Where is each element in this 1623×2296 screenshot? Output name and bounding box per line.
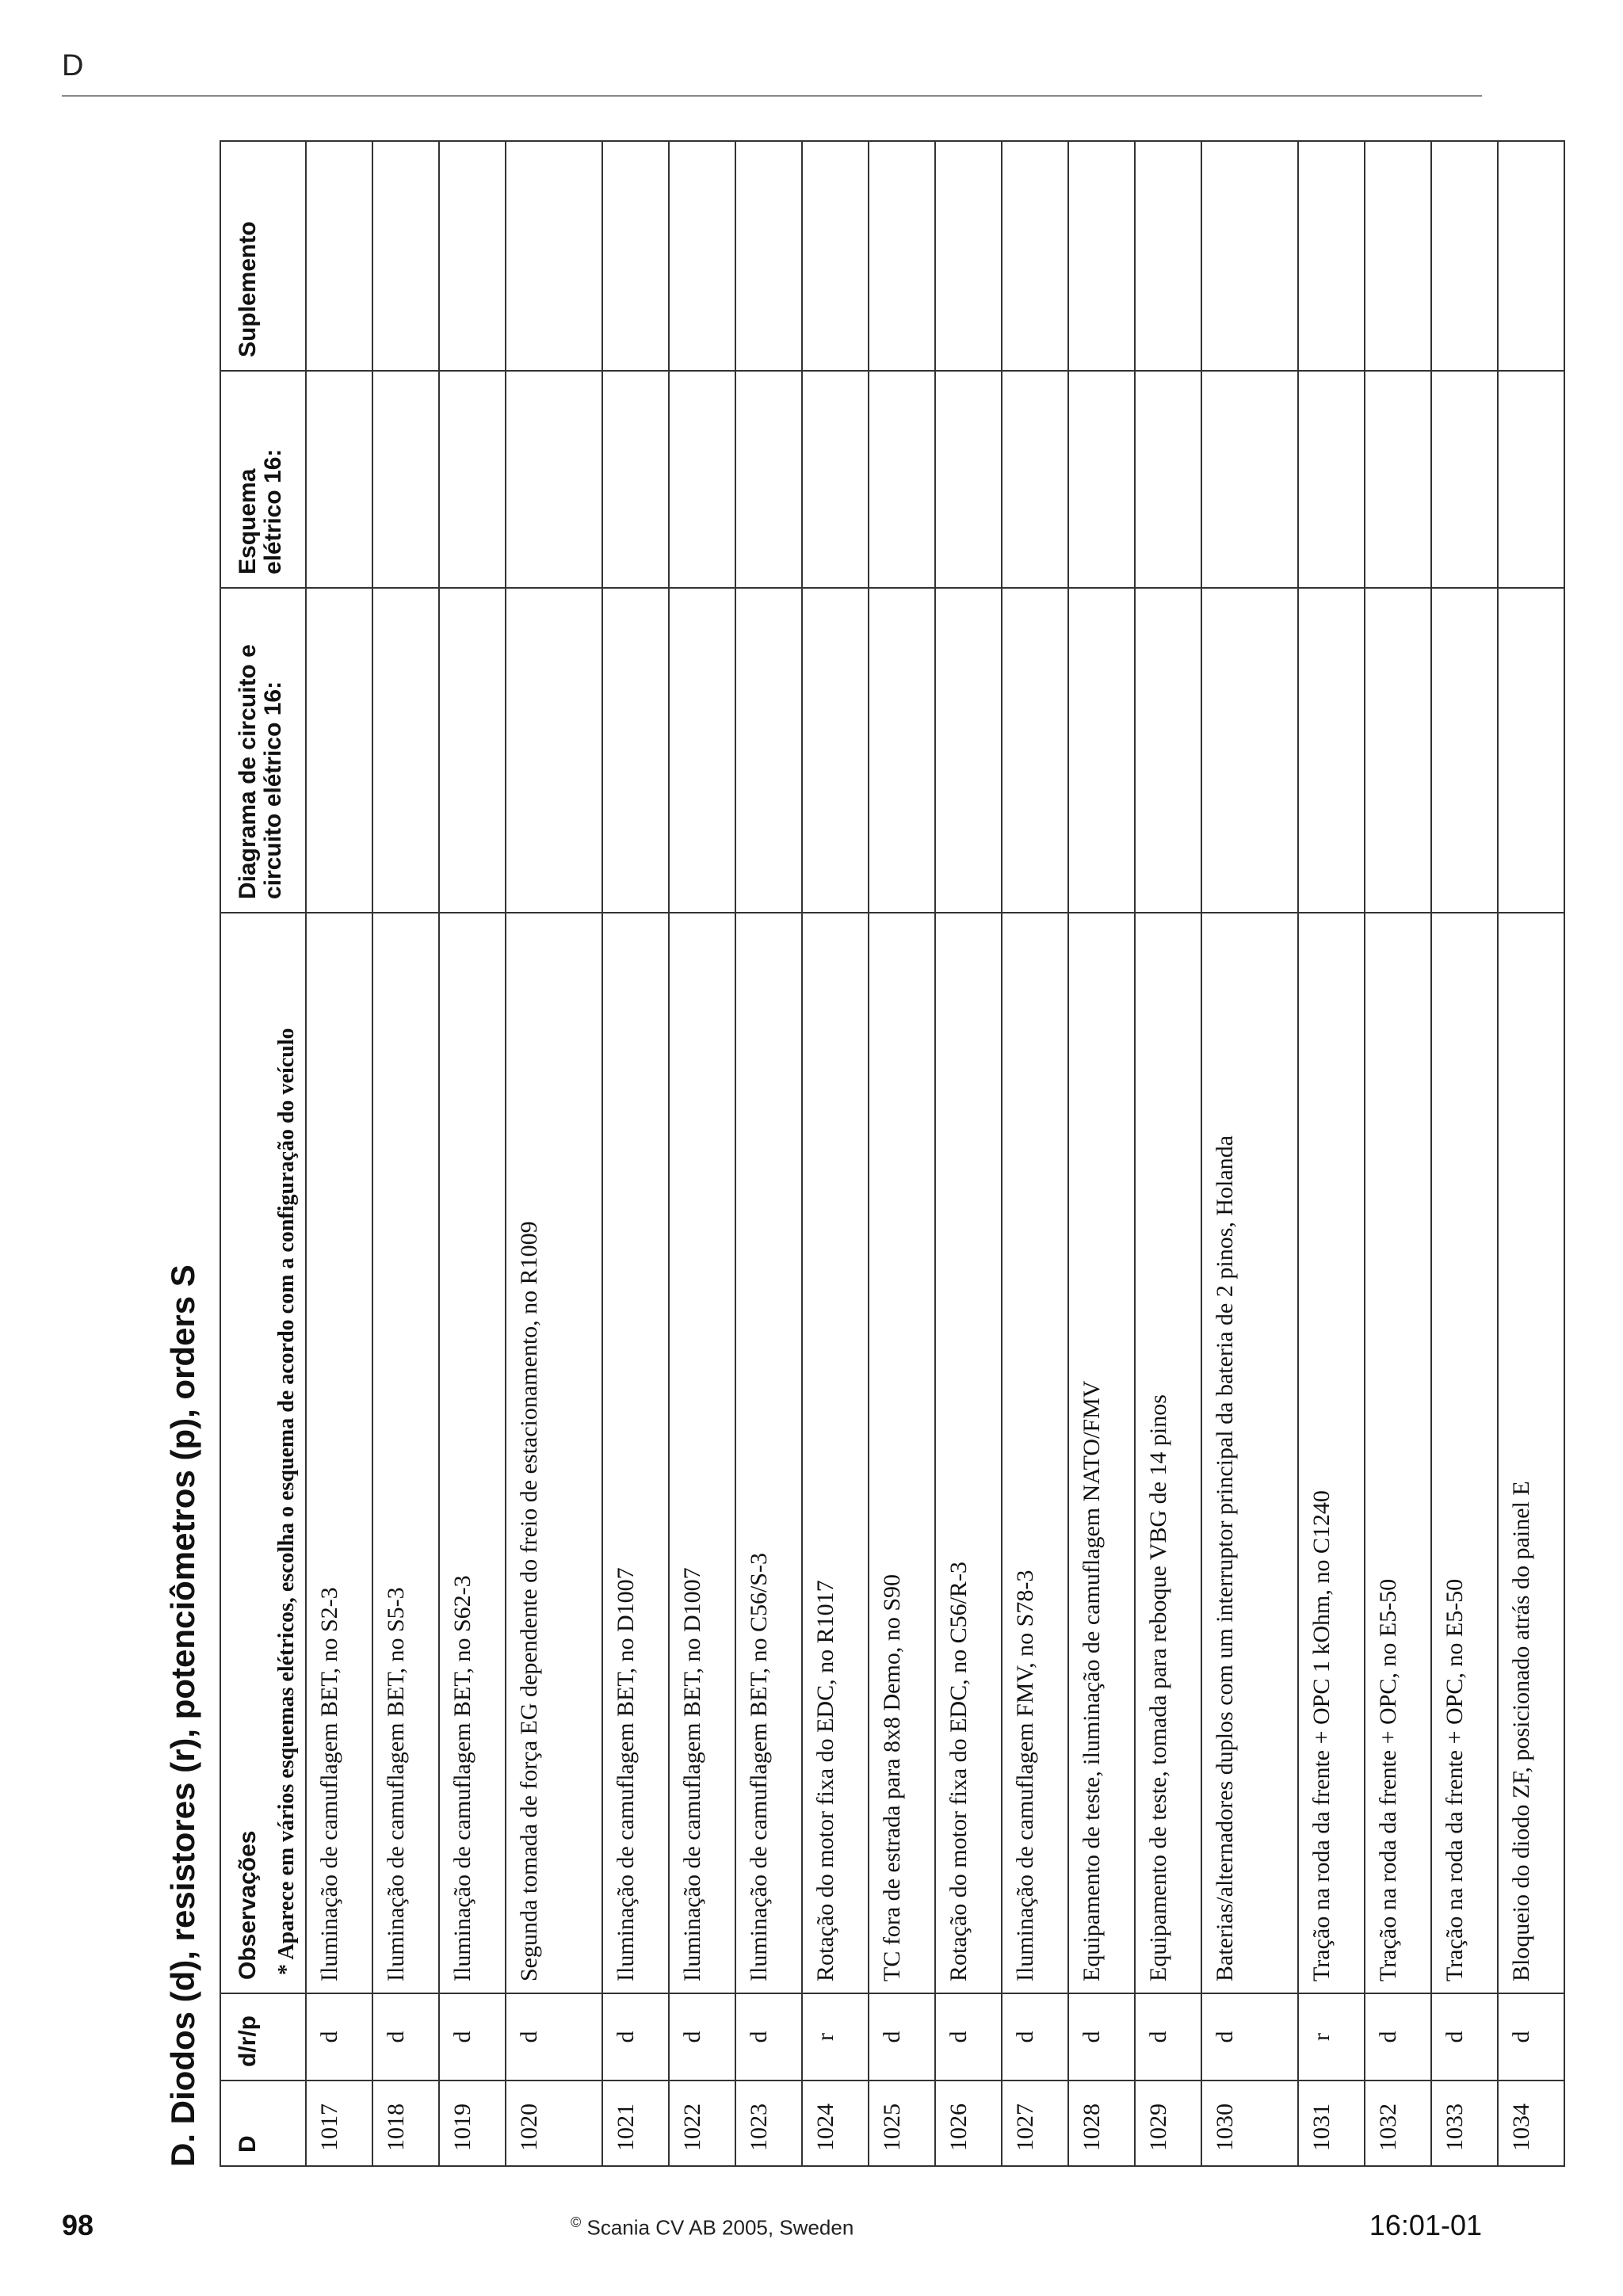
row-circuit-diagram: [869, 588, 935, 913]
row-circuit-diagram: [439, 588, 506, 913]
row-observation: Iluminação de camuflagem BET, no D1007: [669, 913, 735, 1993]
row-electrical-scheme: [1068, 371, 1135, 588]
row-type: d: [372, 1993, 439, 2081]
row-circuit-diagram: [735, 588, 802, 913]
header-divider: [62, 95, 1482, 97]
row-number: 1025: [869, 2081, 935, 2166]
row-circuit-diagram: [1201, 588, 1298, 913]
row-circuit-diagram: [602, 588, 669, 913]
row-observation: Iluminação de camuflagem BET, no S2-3: [306, 913, 372, 1993]
row-circuit-diagram: [1068, 588, 1135, 913]
col-header-circuit-diagram: Diagrama de circuito e circuito elétrico 16:: [220, 588, 306, 913]
row-supplement: [1068, 141, 1135, 371]
row-supplement: [735, 141, 802, 371]
components-table: [220, 140, 1565, 2167]
row-number: 1029: [1135, 2081, 1201, 2166]
row-observation: Segunda tomada de força EG dependente do freio de estacionamento, no R1009: [506, 913, 602, 1993]
row-number: 1023: [735, 2081, 802, 2166]
row-supplement: [1135, 141, 1201, 371]
row-electrical-scheme: [1431, 371, 1498, 588]
row-number: 1026: [935, 2081, 1002, 2166]
table-row: [669, 141, 735, 2166]
row-circuit-diagram: [306, 588, 372, 913]
row-number: 1027: [1002, 2081, 1068, 2166]
row-type: d: [439, 1993, 506, 2081]
row-electrical-scheme: [1135, 371, 1201, 588]
row-type: d: [1201, 1993, 1298, 2081]
row-type: d: [1498, 1993, 1564, 2081]
table-row: [1298, 141, 1365, 2166]
row-observation: Rotação do motor fixa do EDC, no C56/R-3: [935, 913, 1002, 1993]
row-type: d: [1068, 1993, 1135, 2081]
col-header-supplement: Suplemento: [220, 141, 306, 371]
table-row: [802, 141, 869, 2166]
row-circuit-diagram: [669, 588, 735, 913]
row-supplement: [439, 141, 506, 371]
row-number: 1031: [1298, 2081, 1365, 2166]
row-type: d: [506, 1993, 602, 2081]
table-row: [1201, 141, 1298, 2166]
row-observation: Rotação do motor fixa do EDC, no R1017: [802, 913, 869, 1993]
row-supplement: [602, 141, 669, 371]
row-observation: TC fora de estrada para 8x8 Demo, no S90: [869, 913, 935, 1993]
copyright-text: Scania CV AB 2005, Sweden: [586, 2215, 854, 2240]
row-supplement: [935, 141, 1002, 371]
row-observation: Bloqueio do diodo ZF, posicionado atrás do painel E: [1498, 913, 1564, 1993]
row-type: d: [869, 1993, 935, 2081]
row-electrical-scheme: [1201, 371, 1298, 588]
row-observation: Iluminação de camuflagem BET, no S62-3: [439, 913, 506, 1993]
row-circuit-diagram: [935, 588, 1002, 913]
copyright-notice: [571, 2214, 854, 2241]
table-row: [306, 141, 372, 2166]
row-type: d: [1002, 1993, 1068, 2081]
row-electrical-scheme: [372, 371, 439, 588]
table-row: [869, 141, 935, 2166]
row-electrical-scheme: [935, 371, 1002, 588]
row-electrical-scheme: [802, 371, 869, 588]
col-header-electrical-scheme: Esquema elétrico 16:: [220, 371, 306, 588]
table-row: [372, 141, 439, 2166]
row-supplement: [1498, 141, 1564, 371]
row-observation: Iluminação de camuflagem BET, no S5-3: [372, 913, 439, 1993]
table-row: [602, 141, 669, 2166]
row-type: d: [1365, 1993, 1431, 2081]
row-electrical-scheme: [1298, 371, 1365, 588]
row-circuit-diagram: [1298, 588, 1365, 913]
row-supplement: [1298, 141, 1365, 371]
row-type: d: [602, 1993, 669, 2081]
row-number: 1030: [1201, 2081, 1298, 2166]
row-circuit-diagram: [1431, 588, 1498, 913]
col-header-d: D: [220, 2081, 306, 2166]
row-electrical-scheme: [1365, 371, 1431, 588]
table-row: [1498, 141, 1564, 2166]
row-electrical-scheme: [1498, 371, 1564, 588]
table-row: [1365, 141, 1431, 2166]
row-type: d: [1431, 1993, 1498, 2081]
row-circuit-diagram: [1135, 588, 1201, 913]
row-type: r: [802, 1993, 869, 2081]
rotated-page-content: [155, 210, 1535, 2175]
row-type: r: [1298, 1993, 1365, 2081]
row-number: 1028: [1068, 2081, 1135, 2166]
table-row: [1135, 141, 1201, 2166]
row-electrical-scheme: [735, 371, 802, 588]
row-circuit-diagram: [1002, 588, 1068, 913]
table-header-row: [220, 141, 306, 2166]
row-supplement: [306, 141, 372, 371]
copyright-symbol: ©: [571, 2214, 582, 2230]
row-supplement: [372, 141, 439, 371]
row-number: 1018: [372, 2081, 439, 2166]
row-electrical-scheme: [1002, 371, 1068, 588]
row-supplement: [506, 141, 602, 371]
row-type: d: [669, 1993, 735, 2081]
row-observation: Equipamento de teste, iluminação de camuflagem NATO/FMV: [1068, 913, 1135, 1993]
row-electrical-scheme: [669, 371, 735, 588]
table-row: [506, 141, 602, 2166]
row-supplement: [1431, 141, 1498, 371]
col-header-observations: [220, 913, 306, 1993]
row-circuit-diagram: [372, 588, 439, 913]
row-circuit-diagram: [1498, 588, 1564, 913]
row-electrical-scheme: [506, 371, 602, 588]
page-title: D. Diodos (d), resistores (r), potenciômetros (p), orders S: [164, 1264, 201, 2167]
row-observation: Iluminação de camuflagem BET, no D1007: [602, 913, 669, 1993]
row-number: 1020: [506, 2081, 602, 2166]
table-row: [1431, 141, 1498, 2166]
observations-header-label: Observações: [235, 1830, 261, 1980]
page-number: 98: [62, 2209, 94, 2241]
row-supplement: [802, 141, 869, 371]
row-observation: Equipamento de teste, tomada para reboque VBG de 14 pinos: [1135, 913, 1201, 1993]
row-number: 1024: [802, 2081, 869, 2166]
row-supplement: [869, 141, 935, 371]
row-electrical-scheme: [306, 371, 372, 588]
row-observation: Tração na roda da frente + OPC, no E5-50: [1365, 913, 1431, 1993]
row-type: d: [935, 1993, 1002, 2081]
row-number: 1033: [1431, 2081, 1498, 2166]
row-type: d: [735, 1993, 802, 2081]
table-row: [735, 141, 802, 2166]
row-number: 1017: [306, 2081, 372, 2166]
row-type: d: [1135, 1993, 1201, 2081]
observations-header-note: * Aparece em vários esquemas elétricos, escolha o esquema de acordo com a configuração do veículo: [273, 1028, 299, 1975]
table-row: [1068, 141, 1135, 2166]
row-electrical-scheme: [602, 371, 669, 588]
row-observation: Tração na roda da frente + OPC 1 kOhm, no C1240: [1298, 913, 1365, 1993]
row-supplement: [1365, 141, 1431, 371]
row-circuit-diagram: [802, 588, 869, 913]
row-number: 1032: [1365, 2081, 1431, 2166]
row-observation: Iluminação de camuflagem FMV, no S78-3: [1002, 913, 1068, 1993]
row-number: 1022: [669, 2081, 735, 2166]
row-observation: Tração na roda da frente + OPC, no E5-50: [1431, 913, 1498, 1993]
row-supplement: [1201, 141, 1298, 371]
table-row: [439, 141, 506, 2166]
row-electrical-scheme: [869, 371, 935, 588]
col-header-type: d/r/p: [220, 1993, 306, 2081]
row-supplement: [669, 141, 735, 371]
row-number: 1019: [439, 2081, 506, 2166]
row-type: d: [306, 1993, 372, 2081]
row-observation: Baterias/alternadores duplos com um interruptor principal da bateria de 2 pinos, Holanda: [1201, 913, 1298, 1993]
row-observation: Iluminação de camuflagem BET, no C56/S-3: [735, 913, 802, 1993]
document-code: 16:01-01: [1369, 2209, 1482, 2241]
row-number: 1021: [602, 2081, 669, 2166]
table-row: [935, 141, 1002, 2166]
table-row: [1002, 141, 1068, 2166]
row-electrical-scheme: [439, 371, 506, 588]
row-circuit-diagram: [1365, 588, 1431, 913]
row-circuit-diagram: [506, 588, 602, 913]
row-supplement: [1002, 141, 1068, 371]
section-letter: D: [62, 49, 84, 82]
row-number: 1034: [1498, 2081, 1564, 2166]
